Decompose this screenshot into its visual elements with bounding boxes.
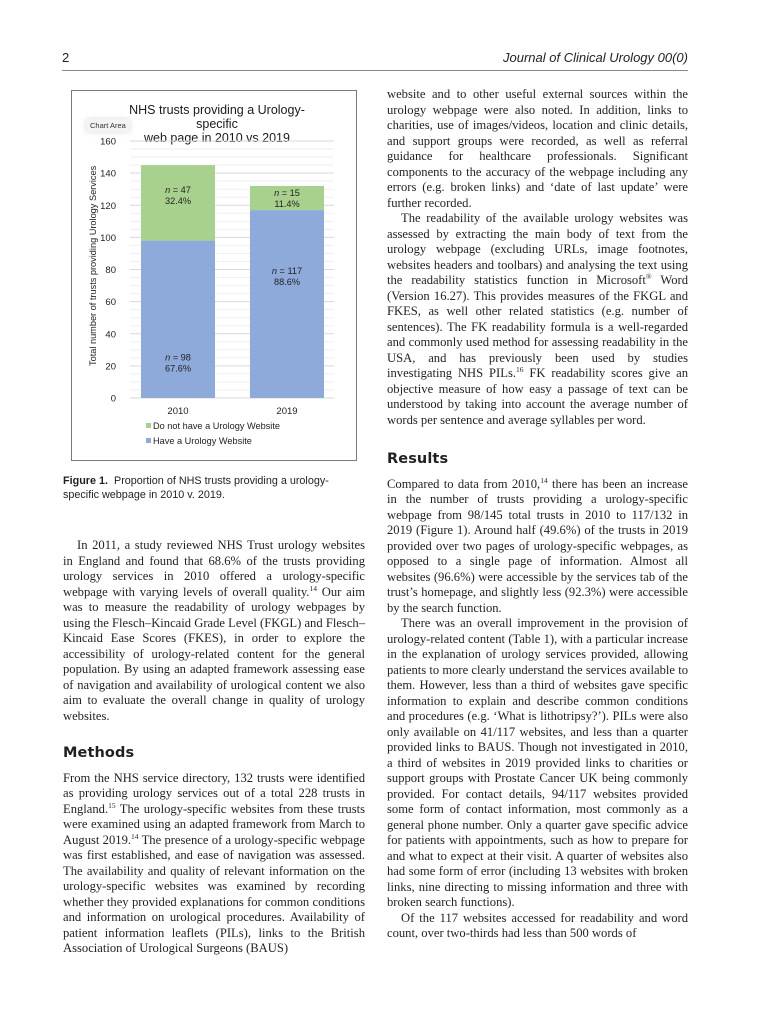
results-heading: Results	[387, 451, 449, 467]
bar-2019-have-website	[250, 210, 324, 398]
page-number: 2	[62, 50, 70, 65]
intro-paragraph	[63, 538, 365, 724]
citation: 16	[516, 364, 524, 374]
citation: 14	[131, 831, 139, 841]
y-tick-label: 100	[100, 232, 116, 244]
chart-area-tag: Chart Area	[86, 119, 130, 132]
citation: 14	[540, 475, 548, 485]
readability-paragraph	[387, 211, 688, 428]
figure-caption-label: Figure 1.	[63, 475, 108, 487]
legend-swatch	[146, 423, 151, 428]
chart-plot	[72, 91, 356, 460]
results-paragraph-3: Of the 117 websites accessed for readability and word count, over two-thirds had less than 500 words of	[387, 910, 688, 940]
right-column	[387, 87, 688, 942]
data-label-pct: 67.6%	[164, 363, 192, 374]
y-tick-label: 80	[105, 265, 116, 276]
intro-text-b: Our aim was to measure the readability of urology webpages by using the Flesch–Kincaid Grade Level (FKGL) and Flesch–Kincaid Ease Scores (FKES), in order to explore the accessibility of urology-related content for the general population. By using an adapted framework assessing ease of navigation and availability of urological content we also aim to evaluate the overall change in quality of urology websites.	[63, 584, 365, 723]
data-label-n: n = 98	[165, 352, 191, 363]
results-paragraph-1	[387, 477, 688, 617]
legend-label: Have a Urology Website	[153, 436, 252, 446]
legend-swatch	[146, 438, 151, 443]
results-paragraph-2: There was an overall improvement in the provision of urology-related content (Table 1), with a particular increase in the explanation of urology services provided, allowing patients to more clearly understand the services available to them. However, less than a third of websites gave specific information to explain and describe common conditions and procedures (e.g. ‘What is lithotripsy?’). PILs were also only available on 41/117 websites, and less than a quarter provided links to BAUS. Though not investigated in 2010, a third of websites in 2019 provided links to charities or support groups with Prostate Cancer UK being commonly provided. For contact details, 94/117 websites provided some form of contact information, most commonly as a general phone number. Only a quarter gave specific advice for patients with appointments, such as how to prepare for and what to expect at their visit. A quarter of websites also had some form of error (including 13 websites with broken links, nine directing to missing information and three with broken search functions).	[387, 616, 688, 909]
legend-label: Do not have a Urology Website	[153, 421, 280, 431]
chart-title-line-1: NHS trusts providing a Urology-specific	[129, 103, 305, 131]
y-axis-label: Total number of trusts providing Urology Services	[88, 165, 98, 366]
y-tick-label: 160	[100, 136, 116, 148]
journal-title: Journal of Clinical Urology 00(0)	[503, 50, 688, 65]
methods-text-c: The presence of a urology-specific webpage was first established, and ease of navigation was assessed. The availability and quality of relevant information on the urology-specific websites was examined by recording whether they provided explanations for common conditions and information on urological procedures. Availability of patient information leaflets (PILs), links to the British Association of Urological Surgeons (BAUS)	[63, 832, 366, 955]
left-column	[63, 538, 365, 957]
figure-chart	[71, 90, 357, 461]
data-label-pct: 32.4%	[164, 196, 192, 207]
y-tick-label: 20	[105, 361, 116, 373]
intro-text-a: In 2011, a study reviewed NHS Trust urology websites in England and found that 68.6% of the trusts providing urology services in 2010 offered a urology-specific webpage with varying levels of overall quality.	[63, 538, 365, 599]
data-label-pct: 11.4%	[274, 198, 300, 209]
bar-2010-have-website	[141, 241, 215, 398]
readability-text-c: FK readability scores give an objective measure of how easy a passage of text can be understood by taking into account the average number of words per sentence and average syllables per word.	[387, 366, 688, 427]
header-rule	[62, 70, 688, 71]
results-text-b: there has been an increase in the number of trusts providing a urology-specific webpage from 98/145 total trusts in 2010 to 117/132 in 2019 (Figure 1). Around half (49.6%) of the trusts in 2019 provided over two pages of urology-specific webpages, as opposed to a single page of information. Almost all websites (96.6%) were accessible by the services tab of the trust’s homepage, and slightly less (92.3%) were accessible by the search function.	[387, 476, 688, 615]
methods-text-b: The urology-specific websites from these trusts were examined using an adapted framework from March to August 2019.	[63, 801, 365, 847]
readability-text-a: The readability of the available urology websites was assessed by extracting the main body of text from the urology webpage (excluding URLs, image footnotes, websites headers and toolbars) and analysing the text using the readability statistics function in Microsoft	[387, 211, 688, 287]
methods-heading: Methods	[63, 745, 135, 761]
x-tick-label: 2010	[167, 406, 189, 417]
results-text-a: Compared to data from 2010,	[387, 476, 541, 491]
figure-caption	[63, 474, 363, 502]
citation: 14	[309, 583, 317, 593]
y-tick-label: 40	[105, 329, 116, 341]
x-tick-label: 2019	[276, 406, 298, 417]
methods-text-a: From the NHS service directory, 132 trusts were identified as providing urology services out of a total 228 trusts in England.	[63, 770, 365, 816]
methods-paragraph	[63, 771, 365, 957]
y-tick-label: 0	[110, 393, 116, 405]
continued-paragraph: website and to other useful external sources within the urology webpage were also noted. In addition, links to charities, use of images/videos, location and clinic details, and support groups were recorded, as well as referral guidance for healthcare professionals. Significant components to the accuracy of the webpage including any errors (e.g. broken links) and ‘date of last update’ were further recorded.	[387, 87, 688, 210]
registered-mark: ®	[645, 271, 652, 281]
readability-text-b: Word (Version 16.27). This provides measures of the FKGL and FKES, as well other related statistics (e.g. number of sentences). The FK readability formula is a well-regarded and commonly used method for assessing readability in the USA, and has previously been used by studies investigating NHS PILs.	[387, 273, 688, 380]
citation: 15	[108, 800, 116, 810]
y-tick-label: 140	[100, 168, 116, 180]
y-tick-label: 60	[105, 297, 116, 309]
data-label-n: n = 47	[165, 185, 191, 196]
data-label-n: n = 15	[274, 187, 300, 198]
data-label-pct: 88.6%	[273, 277, 301, 288]
y-tick-label: 120	[100, 200, 116, 212]
data-label-n: n = 117	[271, 266, 303, 277]
figure-caption-text: Proportion of NHS trusts providing a urology-specific webpage in 2010 v. 2019.	[63, 475, 329, 501]
chart-title-line-2: web page in 2010 vs 2019	[144, 131, 290, 145]
